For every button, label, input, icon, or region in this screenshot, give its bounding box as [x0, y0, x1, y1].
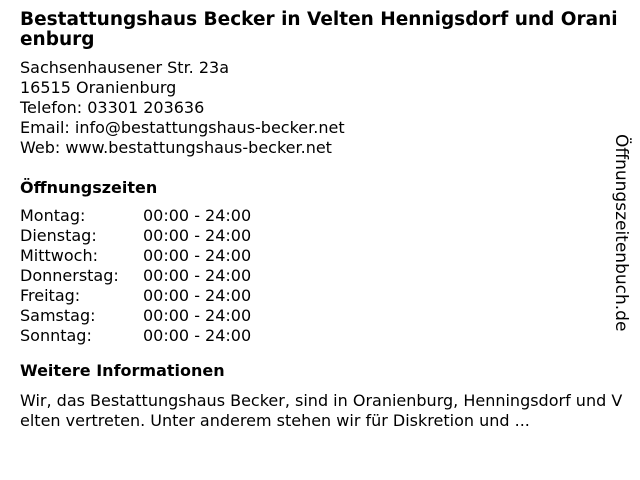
hours-day: Freitag:	[20, 286, 81, 305]
hours-time: 00:00 - 24:00	[143, 246, 252, 265]
phone-number: Telefon: 03301 203636	[20, 98, 205, 117]
page-title: Bestattungshaus Becker in Velten Hennigsdorf und Oranienburg	[20, 9, 618, 50]
table-row	[20, 286, 251, 306]
website: Web: www.bestattungshaus-becker.net	[20, 138, 332, 157]
hours-time: 00:00 - 24:00	[143, 326, 252, 345]
table-row	[20, 266, 251, 286]
hours-day: Samstag:	[20, 306, 96, 325]
table-row	[20, 226, 251, 246]
hours-time: 00:00 - 24:00	[143, 286, 252, 305]
table-row	[20, 246, 251, 266]
address-block	[20, 58, 610, 158]
city-address: 16515 Oranienburg	[20, 78, 177, 97]
hours-time: 00:00 - 24:00	[143, 226, 252, 245]
hours-table	[20, 206, 251, 346]
hours-time: 00:00 - 24:00	[143, 206, 252, 225]
info-text: Wir, das Bestattungshaus Becker, sind in Oranienburg, Henningsdorf und Velten vertreten. Unter anderem stehen wir für Diskretion und ...	[20, 391, 623, 430]
brand-label: Öffnungszeitenbuch.de	[611, 134, 631, 332]
hours-day: Donnerstag:	[20, 266, 119, 285]
street-address: Sachsenhausener Str. 23a	[20, 58, 230, 77]
info-heading: Weitere Informationen	[20, 361, 225, 380]
hours-day: Dienstag:	[20, 226, 97, 245]
table-row	[20, 326, 251, 346]
hours-day: Montag:	[20, 206, 86, 225]
table-row	[20, 206, 251, 226]
table-row	[20, 306, 251, 326]
hours-heading: Öffnungszeiten	[20, 178, 158, 197]
hours-time: 00:00 - 24:00	[143, 306, 252, 325]
hours-day: Sonntag:	[20, 326, 92, 345]
email-address: Email: info@bestattungshaus-becker.net	[20, 118, 345, 137]
hours-day: Mittwoch:	[20, 246, 98, 265]
hours-time: 00:00 - 24:00	[143, 266, 252, 285]
